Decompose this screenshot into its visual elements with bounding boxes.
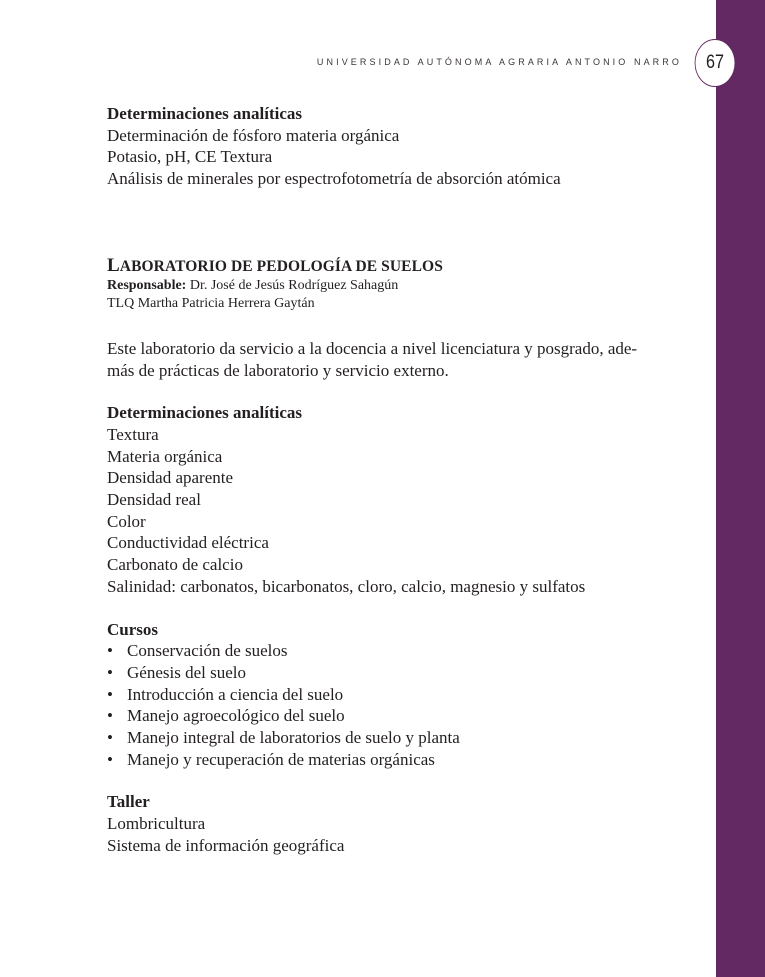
list-item: Sistema de información geográfica <box>107 835 345 855</box>
list-item: Análisis de minerales por espectrofotometría de absorción atómica <box>107 169 561 189</box>
list-item: Densidad aparente <box>107 468 234 488</box>
list-item: Conductividad eléctrica <box>107 533 269 553</box>
list-item: Textura <box>107 424 159 444</box>
list-item: • Manejo y recuperación de materias orgánicas <box>107 749 435 769</box>
responsible-label: Responsable: <box>107 277 187 293</box>
lab-heading <box>107 256 667 277</box>
section-title: Determinaciones analíticas <box>107 403 302 423</box>
list-item: • Manejo agroecológico del suelo <box>107 706 345 726</box>
list-item: • Introducción a ciencia del suelo <box>107 684 344 704</box>
responsible-name: Dr. José de Jesús Rodríguez Sahagún <box>189 277 399 293</box>
bullet-icon: • <box>107 641 113 661</box>
bullet-icon: • <box>107 662 113 682</box>
list-item: Densidad real <box>107 490 201 510</box>
bullet-icon: • <box>107 749 113 769</box>
lab-staff: TLQ Martha Patricia Herrera Gaytán <box>107 296 315 312</box>
list-item: Determinación de fósforo materia orgánica <box>107 125 400 145</box>
running-header: UNIVERSIDAD AUTÓNOMA AGRARIA ANTONIO NARRO <box>316 57 682 67</box>
page-number: 67 <box>695 39 736 87</box>
description-line: Este laboratorio da servicio a la docencia a nivel licenciatura y posgrado, ade- <box>107 338 638 358</box>
section-title: Taller <box>107 792 150 812</box>
bullet-icon: • <box>107 706 113 726</box>
lab-determinations-section <box>107 402 667 597</box>
lab-description <box>107 338 667 381</box>
workshop-section <box>107 791 667 856</box>
lab-responsible <box>107 277 667 314</box>
courses-section <box>107 619 667 771</box>
list-item: Color <box>107 511 146 531</box>
lab-heading-initial: L <box>107 254 120 276</box>
section-title: Cursos <box>107 619 159 639</box>
list-item: • Génesis del suelo <box>107 662 246 682</box>
lab-heading-rest: ABORATORIO DE PEDOLOGÍA DE SUELOS <box>119 257 443 275</box>
list-item: Materia orgánica <box>107 446 223 466</box>
page-content <box>107 103 667 857</box>
courses-list <box>107 640 667 770</box>
list-item: Lombricultura <box>107 814 206 834</box>
list-item: Carbonato de calcio <box>107 555 243 575</box>
list-item: Salinidad: carbonatos, bicarbonatos, cloro, calcio, magnesio y sulfatos <box>107 576 586 596</box>
description-line: más de prácticas de laboratorio y servicio externo. <box>107 360 449 380</box>
bullet-icon: • <box>107 728 113 748</box>
list-item: • Conservación de suelos <box>107 641 288 661</box>
list-item: • Manejo integral de laboratorios de suelo y planta <box>107 728 460 748</box>
side-color-bar <box>716 0 765 977</box>
bullet-icon: • <box>107 684 113 704</box>
top-determinations-section <box>107 103 667 190</box>
list-item: Potasio, pH, CE Textura <box>107 147 273 167</box>
section-title: Determinaciones analíticas <box>107 104 302 123</box>
